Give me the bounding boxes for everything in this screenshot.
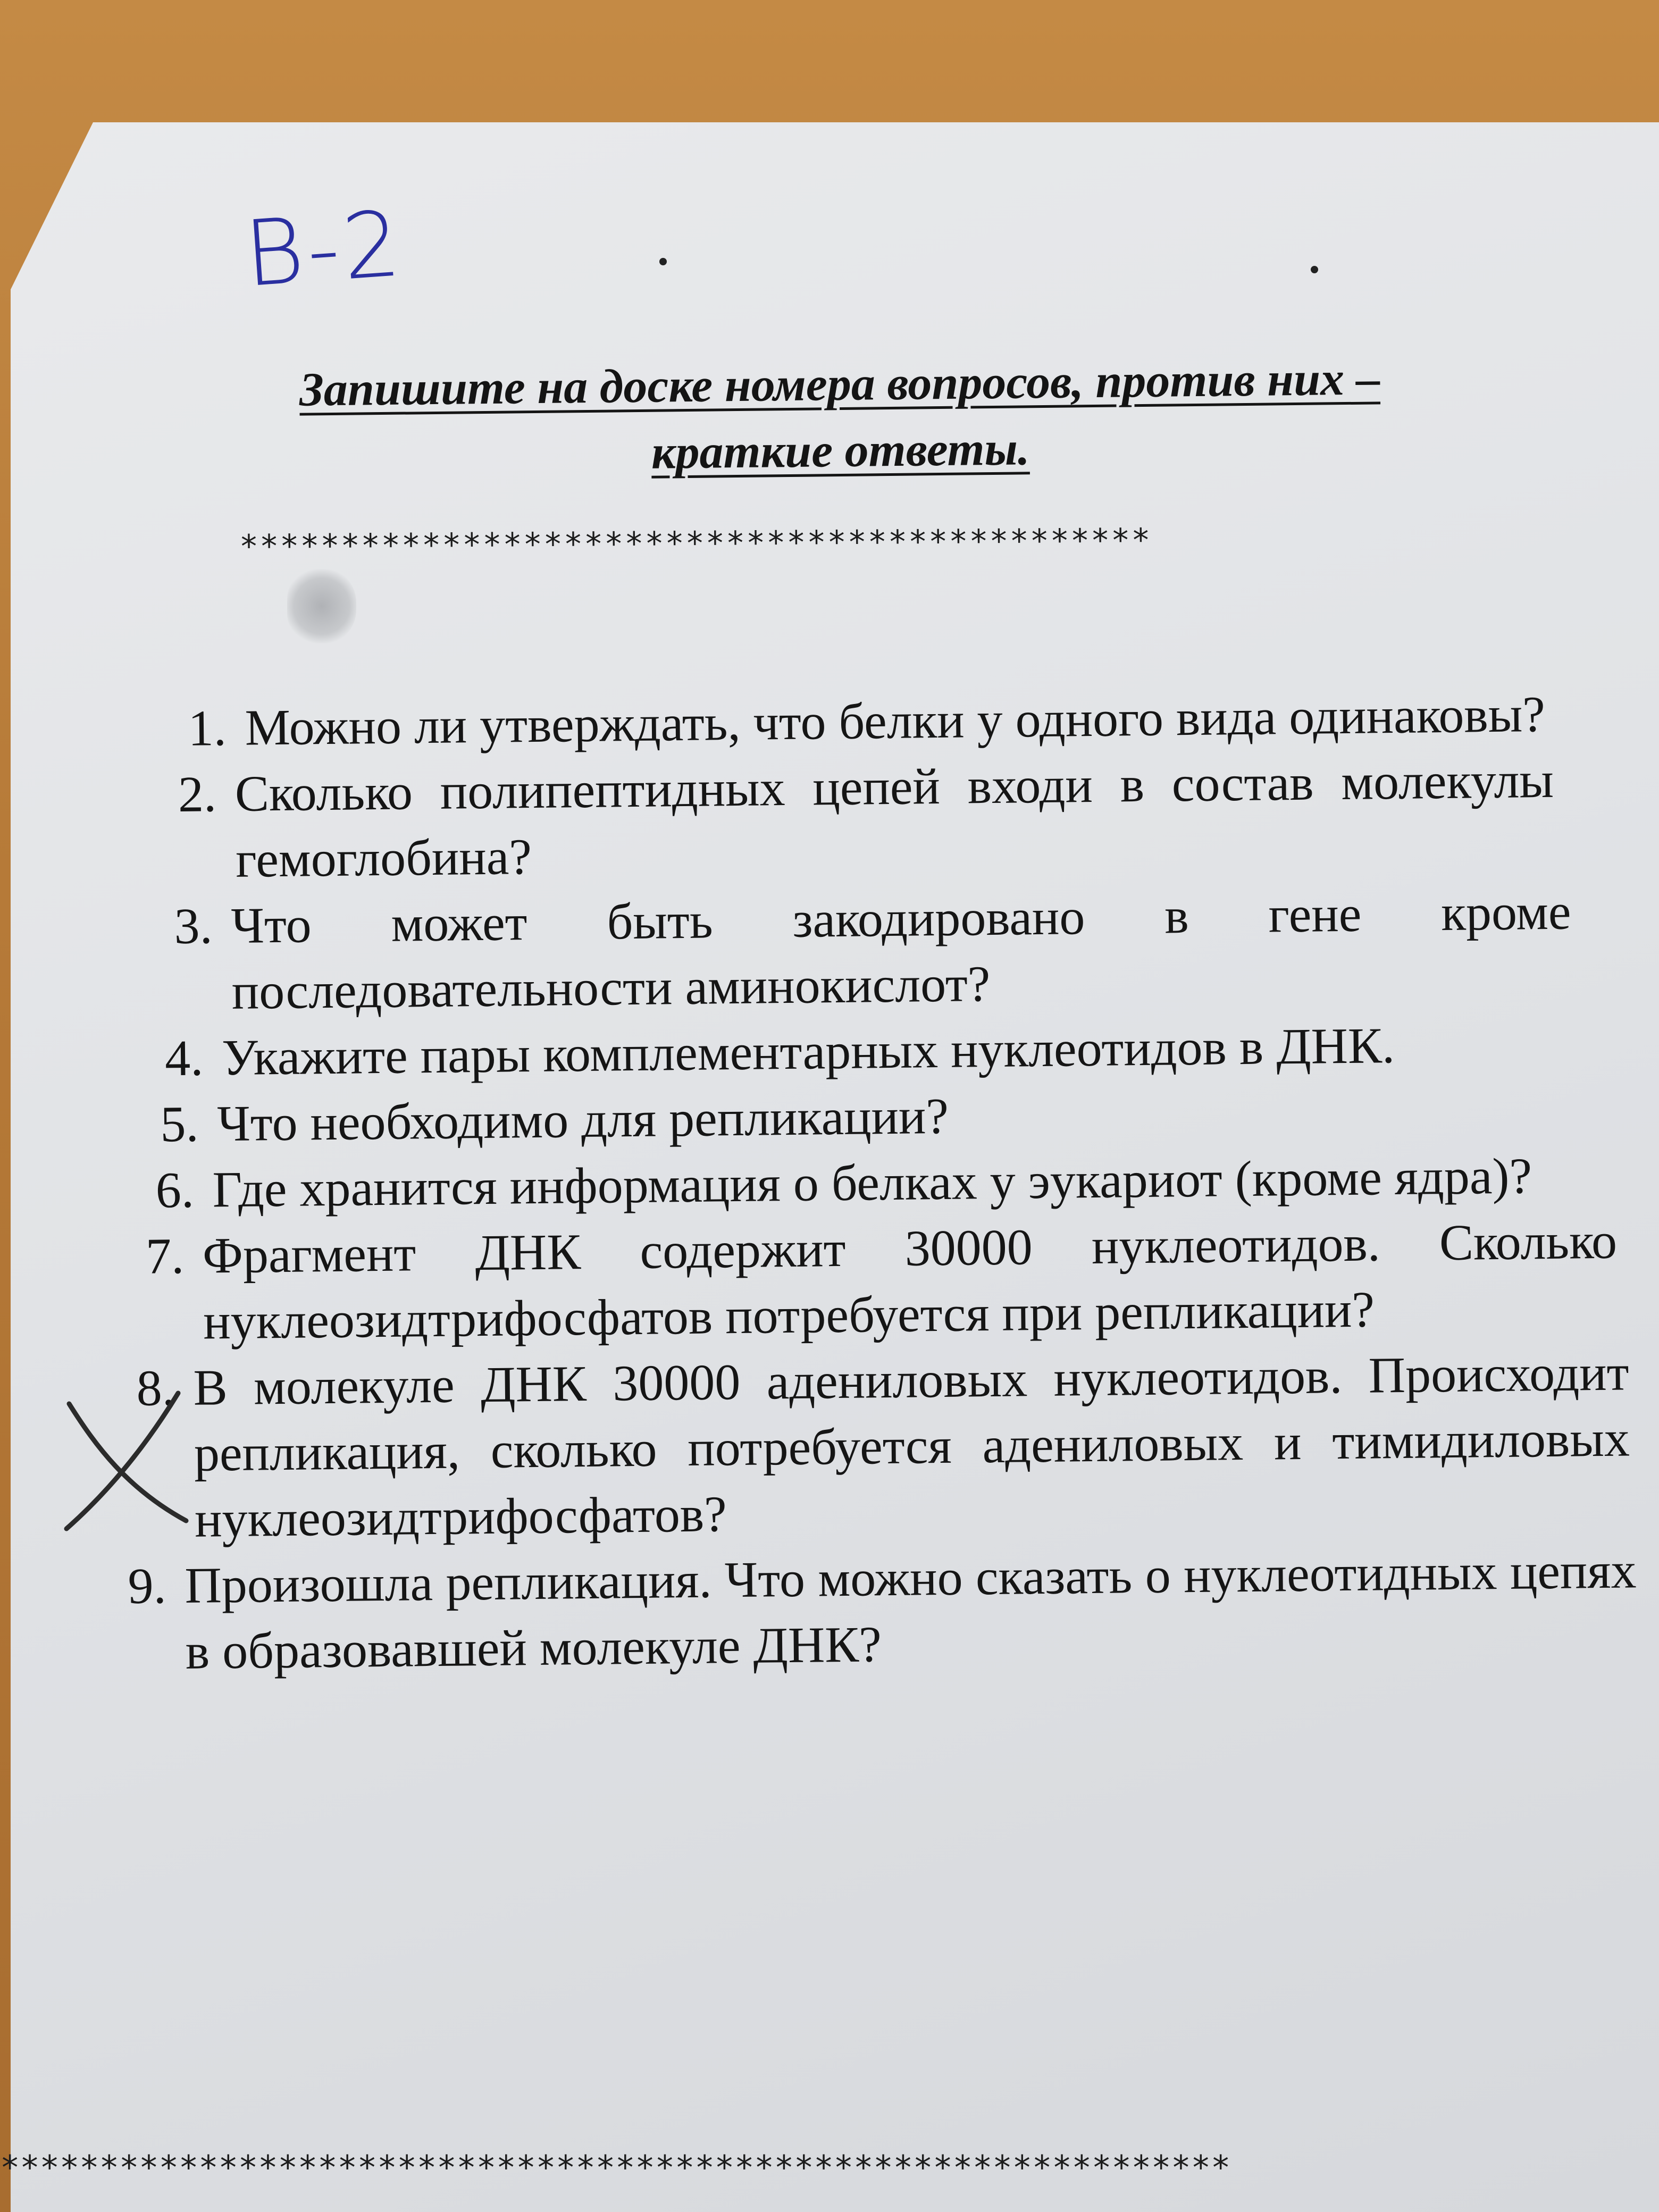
question-text: В молекуле ДНК 30000 адениловых нуклеотидов. Происходит репликация, сколько потребуется адениловых и тимидиловых нуклеозидтрифосфатов? [193, 1344, 1630, 1548]
question-number: 8. [136, 1359, 175, 1417]
smudge-mark [287, 569, 356, 643]
instruction-header [228, 345, 1452, 490]
question-number: 2. [178, 765, 217, 823]
handwritten-cross-mark [58, 1382, 197, 1537]
question-item [145, 1208, 1618, 1355]
instruction-line-1: Запишите на доске номера вопросов, против них – [299, 352, 1381, 416]
question-number: 6. [155, 1161, 195, 1219]
question-item [127, 1537, 1637, 1685]
question-number: 9. [127, 1557, 167, 1615]
question-list [74, 681, 1637, 1686]
question-text: Где хранится информация о белках у эукариот (кроме ядра)? [212, 1147, 1532, 1218]
question-number: 1. [188, 699, 227, 757]
ink-dot [1311, 266, 1318, 273]
question-text: Можно ли утверждать, что белки у одного вида одинаковы? [245, 685, 1546, 756]
question-item [136, 1339, 1631, 1552]
question-number: 7. [145, 1227, 185, 1285]
separator-top: ********************************************* [239, 522, 1152, 566]
question-item [178, 747, 1554, 893]
ink-dot [659, 258, 667, 265]
question-number: 5. [160, 1095, 199, 1153]
question-item [173, 879, 1572, 1025]
question-text: Произошла репликация. Что можно сказать о нуклеотидных цепях в образовавшей молекуле ДНК? [184, 1541, 1637, 1680]
question-text: Что необходимо для репликации? [216, 1087, 949, 1152]
handwritten-variant-label: В-2 [241, 191, 407, 308]
question-number: 4. [164, 1029, 204, 1087]
question-text: Укажите пары комплементарных нуклеотидов в ДНК. [221, 1017, 1395, 1086]
instruction-line-2: краткие ответы. [651, 422, 1030, 479]
question-text: Сколько полипептидных цепей входи в состав молекулы гемоглобина? [234, 751, 1554, 888]
question-text: Что может быть закодировано в гене кроме последовательности аминокислот? [230, 883, 1571, 1020]
question-text: Фрагмент ДНК содержит 30000 нуклеотидов. Сколько нуклеозидтрифосфатов потребуется при репликации? [202, 1212, 1618, 1350]
separator-bottom: ************************************************************** [0, 2148, 1231, 2187]
question-number: 3. [173, 897, 213, 955]
